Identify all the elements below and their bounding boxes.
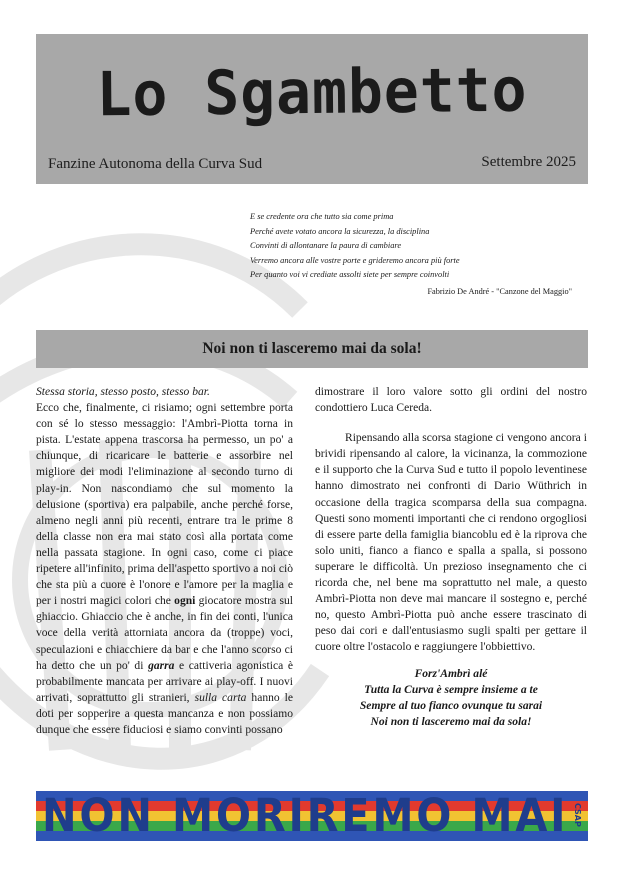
slogan-banner — [36, 791, 588, 841]
article-paragraph: Ecco che, finalmente, ci risiamo; ogni settembre porta con sé lo stesso messaggio: l'Ambrì-Piotta torna in pista. L'estate appena trascorsa ha permesso, un po' a chiunque, di ricaricare le batterie e assorbire nel migliore dei modi l'eliminazione al secondo turno di play-in. Non nascondiamo che sul momento la delusione (sportiva) era palpabile, anche perché forse, almeno negli anni più recenti, entrare tra le prime 8 della classe non era mai stato così alla portata come nella passata stagione. In ogni caso, come ci piace ripetere all'infinito, prima dell'aspetto sportivo a noi ciò che sta più a cuore è l'onore e l'amore per la maglia e per i nostri magici colori che ogni giocatore mostra sul ghiaccio. Ghiaccio che è anche, in fin dei conti, l'unica voce della verità attorniata ancora da (troppe) voci, speculazioni e chiacchiere da bar e che l'anno scorso ci ha detto che un po' di garra e cattiveria agonistica è probabilmente mancata per arrivare ai play-off. I nuovi arrivati, soprattutto gli stranieri, sulla carta hanno le doti per sopperire a questa mancanza e non possiamo dunque che essere fiduciosi e siamo convinti possano — [36, 402, 293, 736]
emphasis-sulla-carta: sulla carta — [194, 691, 247, 704]
closing-chant — [315, 666, 587, 730]
article-column-right — [315, 384, 587, 730]
article-intro: Stessa storia, stesso posto, stesso bar. — [36, 386, 210, 398]
quote-line: Perché avete votato ancora la sicurezza, la disciplina — [250, 226, 430, 236]
epigraph-quote — [250, 210, 585, 283]
quote-source: Fabrizio De André - "Canzone del Maggio" — [427, 287, 572, 296]
masthead — [36, 34, 588, 184]
chant-line: Noi non ti lasceremo mai da sola! — [370, 715, 532, 728]
article-paragraph: dimostrare il loro valore sotto gli ordini del nostro condottiero Luca Cereda. — [315, 386, 587, 415]
article-column-left — [36, 384, 293, 738]
issue-date: Settembre 2025 — [481, 154, 576, 170]
quote-line: E se credente ora che tutto sia come prima — [250, 212, 394, 221]
quote-line: Per quanto voi vi crediate assolti siete per sempre coinvolti — [250, 270, 450, 279]
emphasis-ogni: ogni — [174, 595, 196, 608]
quote-line: Convinti di allontanare la paura di cambiare — [250, 241, 402, 250]
fanzine-title: Lo Sgambetto — [96, 53, 528, 131]
chant-line: Tutta la Curva è sempre insieme a te — [364, 683, 538, 696]
quote-line: Verremo ancora alle vostre porte e grideremo ancora più forte — [250, 255, 460, 265]
banner-slogan: NON MORIREMO MAI — [42, 791, 569, 841]
chant-line: Sempre al tuo fianco ovunque tu sarai — [359, 699, 543, 712]
fanzine-subtitle: Fanzine Autonoma della Curva Sud — [48, 156, 263, 172]
banner-tag: CSAP — [573, 803, 582, 827]
chant-line: Forz'Ambrì alé — [414, 667, 488, 680]
article-headline: Noi non ti lasceremo mai da sola! — [202, 340, 422, 357]
article-paragraph: Ripensando alla scorsa stagione ci vengono ancora i brividi ripensando al calore, la vicinanza, la commozione e il supporto che la Curva Sud e tutto il popolo leventinese hanno dimostrato nei confronti di Dario Wüthrich in occasione della tragica scomparsa della sua compagna. Questi sono momenti importanti che ci rendono orgogliosi di essere parte della famiglia biancoblu ed è la riprova che solo uniti, fianco a fianco e spalla a spalla, si possono superare le difficoltà. Un prezioso insegnamento che ci ricorda che, nel bene ma soprattutto nel male, a questo Ambrì-Piotta non deve mai mancare il sostegno e, perché no, questo Ambrì-Piotta può anche essere trascinato di peso dai cori e dall'entusiasmo sugli spalti per gettare il cuore oltre l'ostacolo e raggiungere l'obbiettivo. — [315, 432, 587, 654]
emphasis-garra: garra — [148, 659, 175, 672]
headline-band — [36, 330, 588, 368]
